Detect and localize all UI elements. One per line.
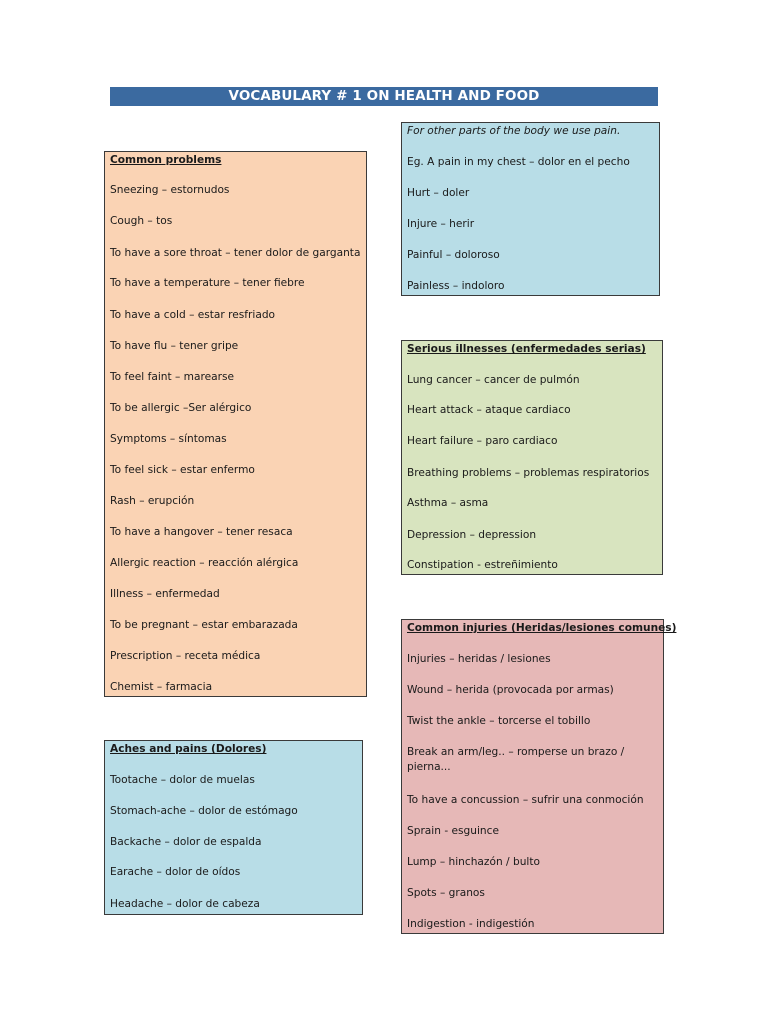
list-item: To be allergic –Ser alérgico: [110, 402, 252, 414]
list-item: Spots – granos: [407, 887, 485, 899]
list-item: Chemist – farmacia: [110, 681, 213, 693]
list-item: Heart failure – paro cardiaco: [407, 435, 558, 447]
list-item: Breathing problems – problemas respiratorios: [407, 467, 650, 479]
list-item: Asthma – asma: [407, 497, 489, 509]
list-item: To be pregnant – estar embarazada: [110, 619, 298, 631]
list-item: To have flu – tener gripe: [110, 340, 239, 352]
list-item: Stomach-ache – dolor de estómago: [110, 805, 298, 817]
common-problems-box: [104, 151, 367, 697]
list-item: Painful – doloroso: [407, 249, 500, 261]
list-item: To have a temperature – tener fiebre: [110, 277, 305, 289]
list-item: Eg. A pain in my chest – dolor en el pecho: [407, 156, 630, 168]
pain-note: For other parts of the body we use pain.: [407, 125, 621, 137]
list-item: To have a cold – estar resfriado: [110, 309, 276, 321]
list-item: Tootache – dolor de muelas: [110, 774, 255, 786]
list-item: Painless – indoloro: [407, 280, 505, 292]
common-injuries-box: [401, 619, 677, 934]
list-item: Hurt – doler: [407, 187, 470, 199]
serious-illnesses-box: [401, 340, 663, 575]
list-item: Injuries – heridas / lesiones: [407, 653, 551, 665]
list-item: To have a sore throat – tener dolor de garganta: [110, 247, 361, 259]
list-item: Symptoms – síntomas: [110, 433, 227, 445]
list-item: Constipation - estreñimiento: [407, 559, 558, 571]
list-item: To feel faint – marearse: [110, 371, 234, 383]
list-item: Break an arm/leg.. – romperse un brazo / pierna...: [407, 746, 625, 773]
list-item: Lump – hinchazón / bulto: [407, 856, 540, 868]
list-item: Headache – dolor de cabeza: [110, 898, 260, 910]
list-item: Indigestion - indigestión: [407, 918, 535, 930]
list-item: Sneezing – estornudos: [110, 184, 230, 196]
list-item: To feel sick – estar enfermo: [110, 464, 255, 476]
list-item: Backache – dolor de espalda: [110, 836, 262, 848]
list-item: Cough – tos: [110, 215, 173, 227]
aches-and-pains-heading: Aches and pains (Dolores): [110, 743, 267, 755]
list-item: Heart attack – ataque cardiaco: [407, 404, 571, 416]
aches-and-pains-box: [104, 740, 363, 915]
pain-box: [401, 122, 660, 296]
page-title: VOCABULARY # 1 ON HEALTH AND FOOD: [110, 87, 658, 106]
list-item: Earache – dolor de oídos: [110, 866, 241, 878]
common-problems-heading: Common problems: [110, 154, 222, 166]
serious-illnesses-heading: Serious illnesses (enfermedades serias): [407, 343, 646, 355]
list-item: Prescription – receta médica: [110, 650, 261, 662]
list-item: Illness – enfermedad: [110, 588, 220, 600]
list-item: Lung cancer – cancer de pulmón: [407, 374, 580, 386]
common-injuries-heading: Common injuries (Heridas/lesiones comunes): [407, 622, 677, 634]
list-item: Depression – depression: [407, 529, 537, 541]
list-item: Allergic reaction – reacción alérgica: [110, 557, 299, 569]
list-item: To have a hangover – tener resaca: [110, 526, 293, 538]
list-item: To have a concussion – sufrir una conmoción: [407, 794, 644, 806]
list-item: Injure – herir: [407, 218, 475, 230]
list-item: Wound – herida (provocada por armas): [407, 684, 614, 696]
list-item: Twist the ankle – torcerse el tobillo: [407, 715, 591, 727]
list-item: Rash – erupción: [110, 495, 195, 507]
list-item: Sprain - esguince: [407, 825, 499, 837]
